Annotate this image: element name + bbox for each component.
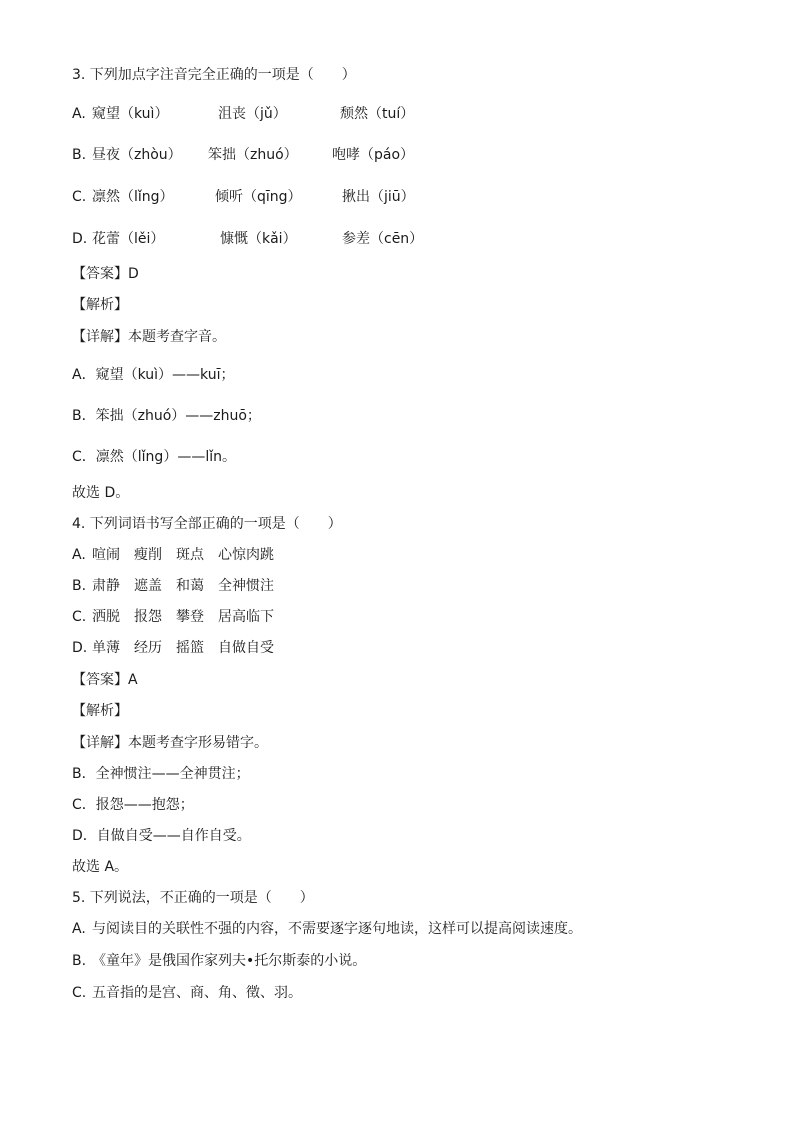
- option-item: 凛然（lǐng）: [92, 189, 174, 205]
- answer-label: 【答案】D: [72, 266, 139, 282]
- option-label: D.: [72, 231, 88, 247]
- analysis-label: 【解析】: [72, 297, 128, 313]
- option-label: A.: [72, 106, 86, 122]
- option-item: 笨拙（zhuó）: [208, 147, 298, 163]
- option-text: 肃静 遮盖 和蔼 全神惯注: [92, 578, 274, 594]
- option-item: 咆哮（páo）: [332, 147, 415, 163]
- detail-text: 【详解】本题考查字音。: [72, 329, 226, 345]
- option-text: 与阅读目的关联性不强的内容，不需要逐字逐句地读，这样可以提高阅读速度。: [92, 921, 582, 937]
- option-text: 《童年》是俄国作家列夫•托尔斯泰的小说。: [92, 953, 367, 969]
- option-item: 花蕾（lěi）: [92, 231, 165, 247]
- option-label: B.: [72, 147, 87, 163]
- option-item: 窥望（kuì）: [92, 106, 169, 122]
- option-label: B.: [72, 578, 87, 594]
- option-label: A.: [72, 547, 86, 563]
- option-label: D.: [72, 640, 88, 656]
- explanation-line: C．报怨——抱怨；: [72, 797, 194, 813]
- question-5-title: 5. 下列说法，不正确的一项是（ ）: [72, 890, 314, 906]
- question-3-title: 3. 下列加点字注音完全正确的一项是（ ）: [72, 67, 356, 83]
- answer-label: 【答案】A: [72, 672, 138, 688]
- explanation-line: B．全神惯注——全神贯注；: [72, 766, 250, 782]
- option-item: 参差（cēn）: [342, 231, 424, 247]
- conclusion-text: 故选 D。: [72, 485, 130, 501]
- option-label: B.: [72, 953, 87, 969]
- option-label: C.: [72, 609, 87, 625]
- option-label: C.: [72, 985, 87, 1001]
- option-text: 单薄 经历 摇篮 自做自受: [92, 640, 274, 656]
- option-text: 五音指的是宫、商、角、徵、羽。: [92, 985, 302, 1001]
- analysis-label: 【解析】: [72, 703, 128, 719]
- explanation-line: C．凛然（lǐng）——lǐn。: [72, 449, 236, 465]
- explanation-line: B．笨拙（zhuó）——zhuō；: [72, 408, 261, 424]
- option-item: 揪出（jiū）: [342, 189, 415, 205]
- option-text: 洒脱 报怨 攀登 居高临下: [92, 609, 274, 625]
- option-item: 昼夜（zhòu）: [92, 147, 182, 163]
- explanation-line: D．自做自受——自作自受。: [72, 828, 251, 844]
- option-label: C.: [72, 189, 87, 205]
- option-item: 颓然（tuí）: [340, 106, 415, 122]
- explanation-line: A．窥望（kuì）——kuī；: [72, 367, 235, 383]
- option-item: 沮丧（jǔ）: [218, 106, 287, 122]
- question-4-title: 4. 下列词语书写全部正确的一项是（ ）: [72, 516, 342, 532]
- option-item: 慷慨（kǎi）: [220, 231, 297, 247]
- conclusion-text: 故选 A。: [72, 859, 129, 875]
- option-text: 喧闹 瘦削 斑点 心惊肉跳: [92, 547, 274, 563]
- option-item: 倾听（qīng）: [215, 189, 302, 205]
- detail-text: 【详解】本题考查字形易错字。: [72, 735, 268, 751]
- option-label: A.: [72, 921, 86, 937]
